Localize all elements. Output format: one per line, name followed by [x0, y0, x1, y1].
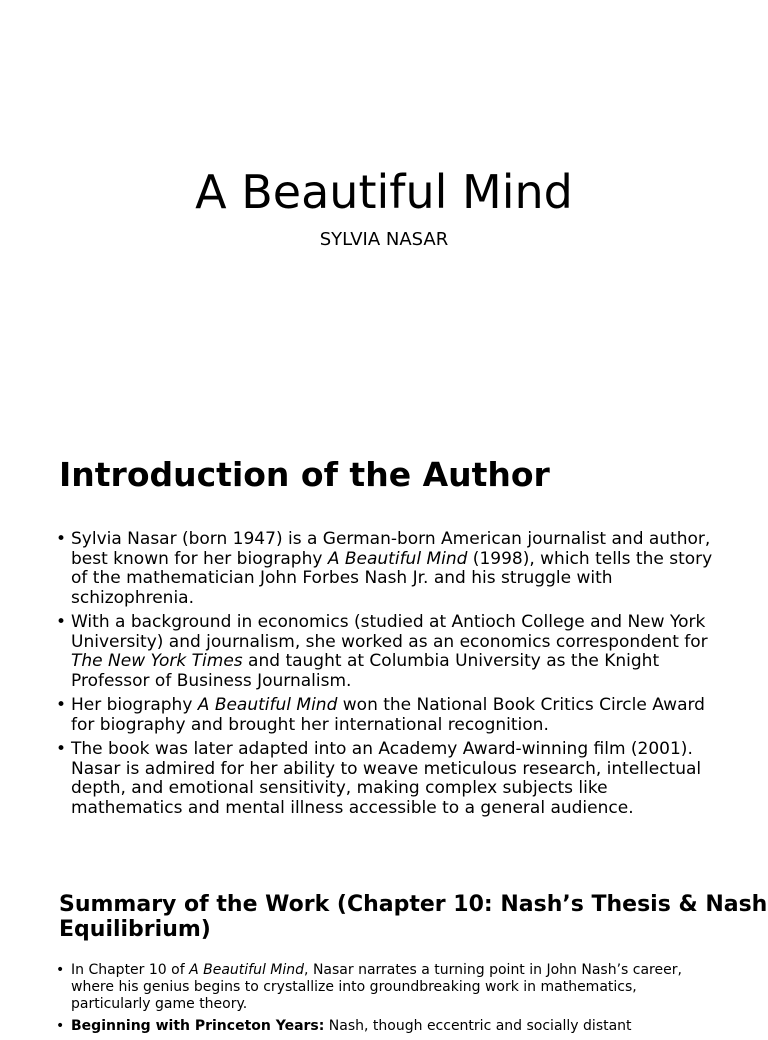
- list-item-text: Her biography: [71, 695, 198, 715]
- bullet-icon: •: [56, 1018, 65, 1034]
- list-item-text: Sylvia Nasar (born 1947) is a German-born American journalist and author, best known for her biography: [71, 529, 711, 569]
- section-heading-summary: Summary of the Work (Chapter 10: Nash’s Thesis & Nash Equilibrium): [59, 892, 768, 942]
- list-item-text: (1998), which tells the story of the mathematician John Forbes Nash Jr. and his struggle with schizophrenia.: [71, 548, 713, 608]
- list-item-text: A Beautiful Mind: [189, 962, 305, 978]
- bullet-icon: •: [56, 962, 65, 978]
- bullet-icon: •: [56, 739, 67, 759]
- summary-bullet-list: [56, 962, 716, 1040]
- list-item-text: won the National Book Critics Circle Award for biography and brought her international recognition.: [71, 695, 705, 735]
- list-item: [56, 1018, 716, 1035]
- list-item: [56, 962, 716, 1013]
- list-item-text: The New York Times: [71, 651, 243, 671]
- bullet-icon: •: [56, 529, 67, 549]
- list-item-text: A Beautiful Mind: [327, 548, 468, 569]
- list-item: [56, 696, 716, 735]
- list-item-text: Nash, though eccentric and socially distant: [324, 1018, 632, 1034]
- list-item-text: In Chapter 10 of: [71, 962, 190, 978]
- section-heading-introduction: Introduction of the Author: [59, 455, 550, 494]
- document-title: A Beautiful Mind: [195, 165, 573, 219]
- bullet-icon: •: [56, 612, 67, 632]
- list-item-text: A Beautiful Mind: [197, 695, 338, 715]
- list-item-text: The book was later adapted into an Academy Award-winning film (2001). Nasar is admired for her ability to weave meticulous research, intellectual depth, and emotional sensitivity, making complex subjects like mathematics and mental illness accessible to a general audience.: [71, 739, 702, 818]
- list-item: [56, 530, 716, 608]
- list-item-text: Beginning with Princeton Years:: [71, 1018, 325, 1034]
- bullet-icon: •: [56, 695, 67, 715]
- list-item-text: With a background in economics (studied at Antioch College and New York University) and journalism, she worked as an economics correspondent for: [71, 612, 708, 652]
- list-item: [56, 740, 716, 818]
- introduction-bullet-list: [56, 530, 716, 823]
- list-item-text: and taught at Columbia University as the Knight Professor of Business Journalism.: [71, 651, 660, 691]
- list-item-text: , Nasar narrates a turning point in John Nash’s career, where his genius begins to crystallize into groundbreaking work in mathematics, particularly game theory.: [71, 962, 682, 1012]
- document-subtitle-author: SYLVIA NASAR: [319, 229, 449, 250]
- list-item: [56, 613, 716, 691]
